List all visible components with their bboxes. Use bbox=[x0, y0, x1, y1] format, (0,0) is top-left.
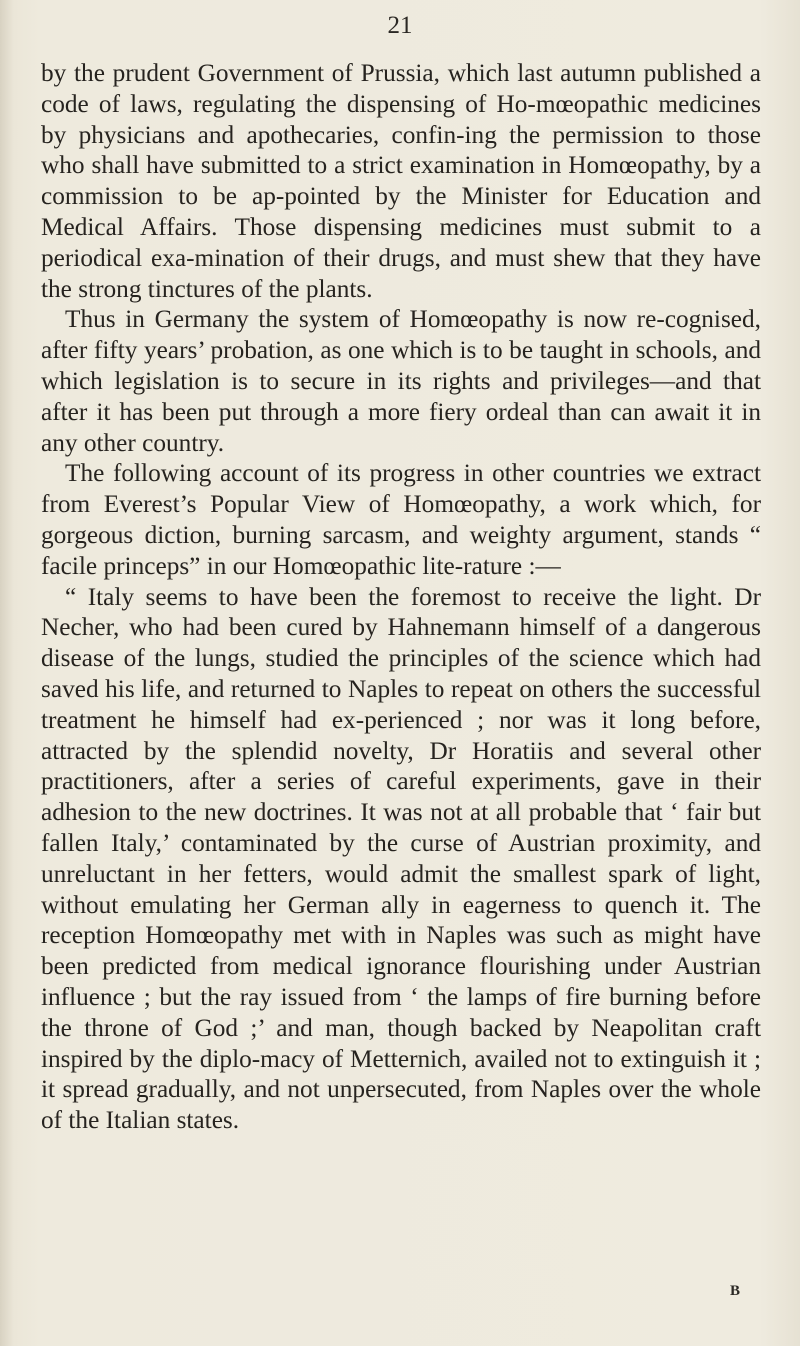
paragraph-germany-recognition: Thus in Germany the system of Homœopathy is now re-cognised, after fifty years’ probation, as one which is to be taught in schools, and which legislation is to secure in its rights and privileges—and that after it has been put through a more fiery ordeal than can await it in any other country. bbox=[41, 305, 761, 457]
paragraph-everest-introduction: The following account of its progress in other countries we extract from Everest’s Popular View of Homœopathy, a work which, for gorgeous diction, burning sarcasm, and weighty argument, stands “ facile princeps” in our Homœopathic lite-rature :— bbox=[41, 459, 761, 580]
page-body-text bbox=[41, 58, 761, 1136]
paragraph-prussia-law: by the prudent Government of Prussia, which last autumn published a code of laws, regulating the dispensing of Ho-mœopathic medicines by physicians and apothecaries, confin-ing the permission to those who shall have submitted to a strict examination in Homœopathy, by a commission to be ap-pointed by the Minister for Education and Medical Affairs. Those dispensing medicines must submit to a periodical exa-mination of their drugs, and must shew that they have the strong tinctures of the plants. bbox=[41, 59, 761, 303]
page-number: 21 bbox=[387, 12, 413, 39]
paragraph-italy-quotation: “ Italy seems to have been the foremost to receive the light. Dr Necher, who had been cured by Hahnemann himself of a dangerous disease of the lungs, studied the principles of the science which had saved his life, and returned to Naples to repeat on others the successful treatment he himself had ex-perienced ; nor was it long before, attracted by the splendid novelty, Dr Horatiis and several other practitioners, after a series of careful experiments, gave in their adhesion to the new doctrines. It was not at all probable that ‘ fair but fallen Italy,’ contaminated by the curse of Austrian proximity, and unreluctant in her fetters, would admit the smallest spark of light, without emulating her German ally in eagerness to quench it. The reception Homœopathy met with in Naples was such as might have been predicted from medical ignorance flourishing under Austrian influence ; but the ray issued from ‘ the lamps of fire burning before the throne of God ;’ and man, though backed by Neapolitan craft inspired by the diplo-macy of Metternich, availed not to extinguish it ; it spread gradually, and not unpersecuted, from Naples over the whole of the Italian states. bbox=[41, 582, 761, 1135]
signature-mark: B bbox=[730, 1283, 741, 1299]
